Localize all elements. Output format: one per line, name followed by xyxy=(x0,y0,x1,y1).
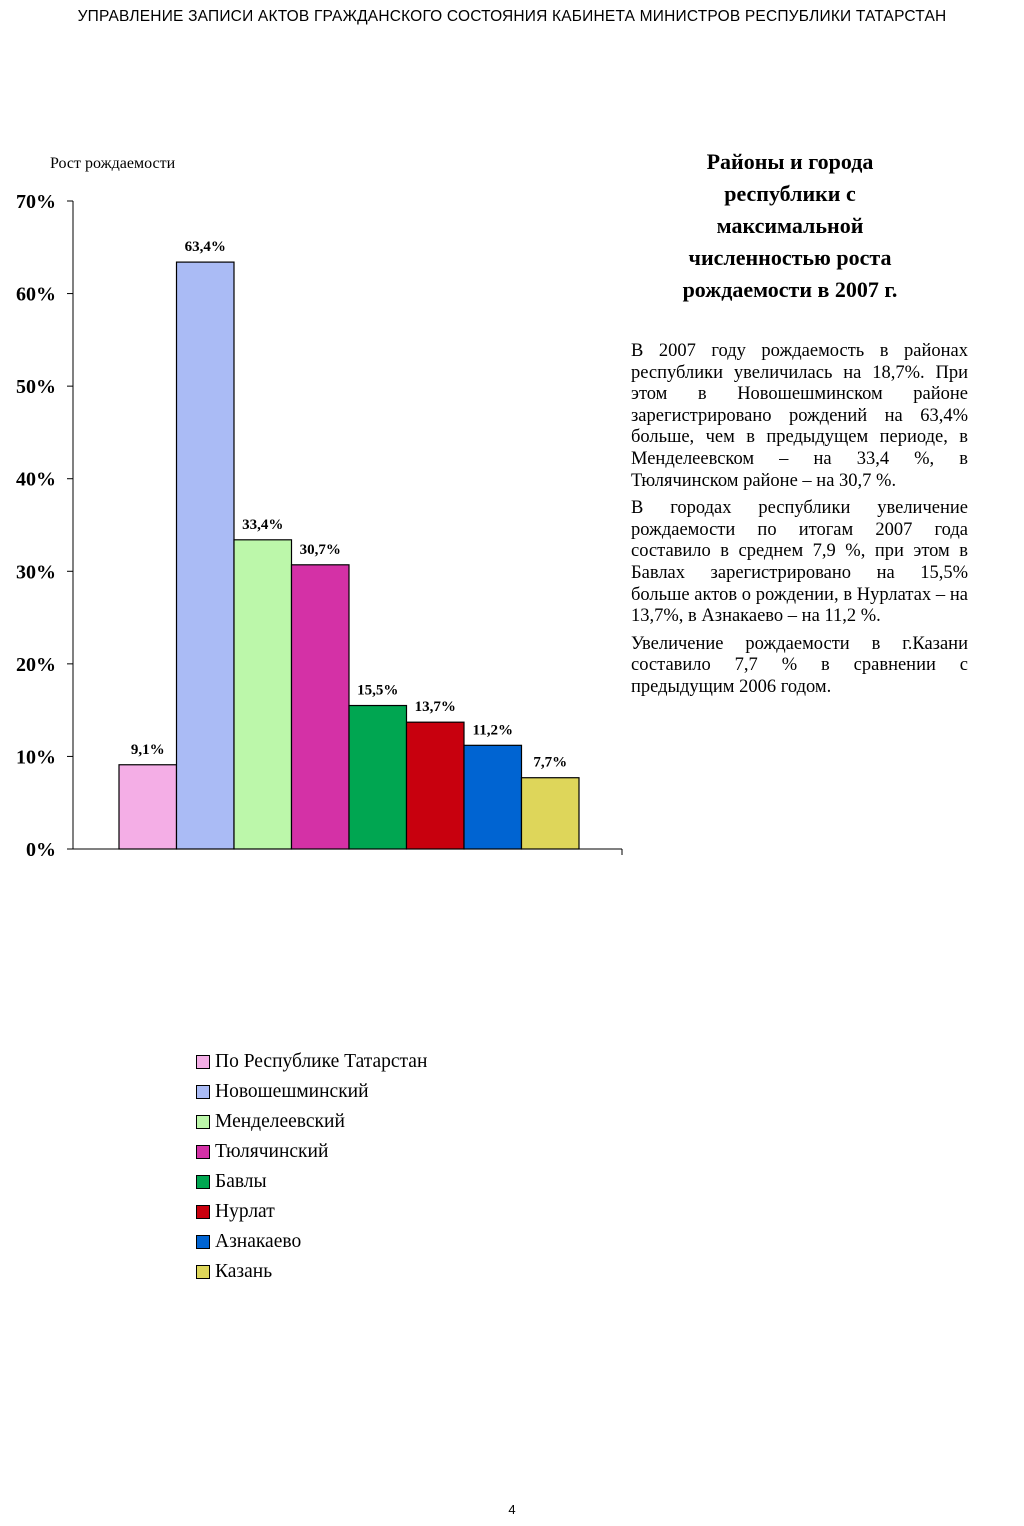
side-title-line: численностью роста xyxy=(688,245,892,270)
bar-data-label: 9,1% xyxy=(130,741,165,758)
legend-item xyxy=(196,1107,427,1137)
legend-swatch xyxy=(196,1055,210,1069)
side-text xyxy=(631,341,968,705)
legend-swatch xyxy=(196,1085,210,1099)
y-tick-label: 70% xyxy=(16,191,56,213)
legend-item xyxy=(196,1167,427,1197)
legend-swatch xyxy=(196,1265,210,1279)
side-title-line: республики с xyxy=(724,181,856,206)
legend-label: Казань xyxy=(215,1261,273,1282)
legend-label: Новошешминский xyxy=(215,1081,369,1102)
bar-data-label: 30,7% xyxy=(299,541,341,558)
y-tick-label: 20% xyxy=(16,653,56,676)
side-title-line: Районы и города xyxy=(706,149,874,174)
legend-swatch xyxy=(196,1145,210,1159)
bar-data-label: 13,7% xyxy=(414,699,456,716)
birth-growth-bar-chart xyxy=(0,180,640,870)
side-title-line: рождаемости в 2007 г. xyxy=(682,277,898,302)
paragraph: В городах республики увеличение рождаемости по итогам 2007 года составило в среднем 7,9 %, при этом в Бавлах зарегистрировано на 15,5% больше актов о рождении, в Нурлатах – на 13,7%, в Азнакаево – на 11,2 %. xyxy=(631,498,968,627)
y-tick-label: 30% xyxy=(16,561,56,584)
legend-item xyxy=(196,1197,427,1227)
bar-data-label: 33,4% xyxy=(242,516,284,533)
legend-item xyxy=(196,1047,427,1077)
legend-swatch xyxy=(196,1205,210,1219)
legend-swatch xyxy=(196,1115,210,1129)
legend-label: Нурлат xyxy=(215,1201,275,1222)
paragraph: Увеличение рождаемости в г.Казани составило 7,7 % в сравнении с предыдущим 2006 годом. xyxy=(631,633,968,697)
y-tick-label: 10% xyxy=(16,746,56,769)
bar xyxy=(177,262,235,849)
legend-label: Тюлячинский xyxy=(215,1141,329,1162)
bar xyxy=(292,565,350,849)
legend-label: Бавлы xyxy=(215,1171,267,1192)
bar xyxy=(349,706,407,849)
side-title xyxy=(640,146,940,306)
y-tick-label: 0% xyxy=(26,839,56,861)
legend-item xyxy=(196,1077,427,1107)
bar-data-label: 11,2% xyxy=(472,722,513,739)
y-tick-label: 40% xyxy=(16,468,56,491)
bar xyxy=(407,722,465,849)
bar-data-label: 63,4% xyxy=(184,239,226,256)
legend-item xyxy=(196,1137,427,1167)
legend-label: Азнакаево xyxy=(215,1231,302,1252)
legend-label: По Республике Татарстан xyxy=(215,1051,428,1072)
legend-item xyxy=(196,1227,427,1257)
bar xyxy=(234,540,292,849)
paragraph: В 2007 году рождаемость в районах республики увеличилась на 18,7%. При этом в Новошешминском районе зарегистрировано рождений на 63,4% больше, чем в предыдущем периоде, в Менделеевском – на 33,4 %, в Тюлячинском районе – на 30,7 %. xyxy=(631,341,968,491)
page-number: 4 xyxy=(508,1502,516,1517)
bar-data-label: 7,7% xyxy=(533,754,568,771)
document-header: УПРАВЛЕНИЕ ЗАПИСИ АКТОВ ГРАЖДАНСКОГО СОСТОЯНИЯ КАБИНЕТА МИНИСТРОВ РЕСПУБЛИКИ ТАТАРСТАН xyxy=(77,8,947,25)
legend-swatch xyxy=(196,1235,210,1249)
side-title-line: максимальной xyxy=(716,213,864,238)
y-tick-label: 50% xyxy=(16,376,56,399)
bar xyxy=(464,745,522,849)
legend-item xyxy=(196,1257,427,1287)
chart-legend xyxy=(196,1047,427,1287)
bar xyxy=(119,765,177,849)
legend-label: Менделеевский xyxy=(215,1111,345,1132)
chart-caption: Рост рождаемости xyxy=(50,155,176,172)
bar xyxy=(522,778,580,849)
bar-data-label: 15,5% xyxy=(357,682,399,699)
y-tick-label: 60% xyxy=(16,283,56,306)
legend-swatch xyxy=(196,1175,210,1189)
